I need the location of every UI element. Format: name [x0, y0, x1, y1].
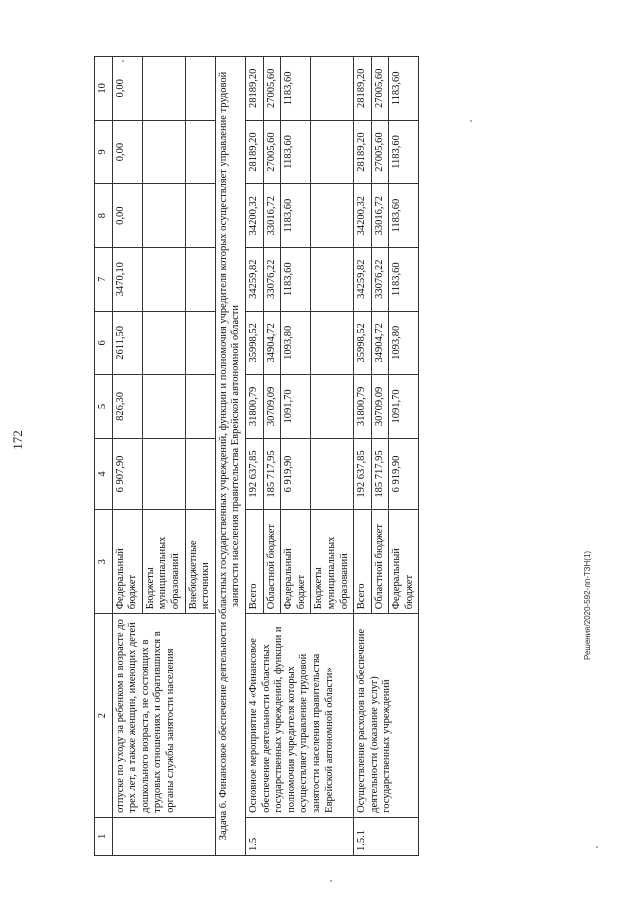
value-cell: 33076,22 [263, 247, 281, 311]
value-cell: 31800,79 [245, 375, 263, 439]
activity-name-cell: Осуществление расходов на обеспечение деятельности (оказание услуг) государственных учреждений [354, 614, 419, 818]
source-cell: Всего [245, 510, 263, 614]
value-cell: 27005,60 [263, 57, 281, 121]
value-cell: 1093,80 [389, 311, 419, 375]
value-cell: 1091,70 [389, 375, 419, 439]
value-cell: 34259,82 [354, 247, 372, 311]
value-cell: 6 919,90 [281, 438, 311, 510]
value-cell: 35998,52 [245, 311, 263, 375]
source-cell: Бюджеты муниципальных образований [311, 510, 354, 614]
activity-name-cell: Основное мероприятие 4 «Финансовое обеспечение деятельности областных государственных учреждений, функции и полномочия учредителя которых осуществляет управление трудовой занятости населения правительства Еврейской автономной области» [245, 614, 353, 818]
header-cell: 10 [95, 57, 113, 121]
task-6-heading: Задача 6. Финансовое обеспечение деятельности областных государственных учреждений, функции и полномочия учредителя которых осуществляет управление трудовой занятости населения правительства Еврейской автономной области [215, 57, 245, 856]
value-cell: 34259,82 [245, 247, 263, 311]
task-row [215, 57, 245, 856]
value-cell: 1091,70 [281, 375, 311, 439]
source-cell: Областной бюджет [371, 510, 389, 614]
value-cell: 27005,60 [371, 57, 389, 121]
scan-speck [122, 60, 124, 62]
value-cell: 185 717,95 [263, 438, 281, 510]
value-cell: 34200,32 [354, 184, 372, 248]
scan-speck [596, 846, 598, 848]
value-cell: 33016,72 [263, 184, 281, 248]
value-cell: 1183,60 [389, 57, 419, 121]
value-cell: 30709,09 [371, 375, 389, 439]
table-row [112, 57, 142, 856]
value-cell: 185 717,95 [371, 438, 389, 510]
value-cell: 6 907,90 [112, 438, 142, 510]
value-cell: 34904,72 [263, 311, 281, 375]
source-cell: Внебюджетные источники [185, 510, 215, 614]
source-cell: Всего [354, 510, 372, 614]
source-cell: Областной бюджет [263, 510, 281, 614]
value-cell: 192 637,85 [245, 438, 263, 510]
header-cell: 1 [95, 817, 113, 855]
value-cell: 27005,60 [371, 120, 389, 184]
header-cell: 9 [95, 120, 113, 184]
scan-speck [470, 120, 472, 122]
page-number: 172 [9, 430, 25, 450]
value-cell: 1093,80 [281, 311, 311, 375]
value-cell: 28189,20 [354, 57, 372, 121]
value-cell: 3470,10 [112, 247, 142, 311]
value-cell: 192 637,85 [354, 438, 372, 510]
header-cell: 6 [95, 311, 113, 375]
value-cell: 33016,72 [371, 184, 389, 248]
value-cell: 31800,79 [354, 375, 372, 439]
header-row [95, 57, 113, 856]
header-cell: 7 [95, 247, 113, 311]
header-cell: 4 [95, 438, 113, 510]
value-cell: 6 919,90 [389, 438, 419, 510]
source-cell: Бюджеты муниципальных образований [142, 510, 185, 614]
value-cell: 0,00 [112, 57, 142, 121]
row-number-cell: 1.5.1 [354, 817, 419, 855]
value-cell: 1183,60 [389, 184, 419, 248]
value-cell: 35998,52 [354, 311, 372, 375]
value-cell: 1183,60 [389, 120, 419, 184]
value-cell: 28189,20 [354, 120, 372, 184]
value-cell: 34200,32 [245, 184, 263, 248]
header-cell: 2 [95, 614, 113, 818]
header-cell: 5 [95, 375, 113, 439]
source-cell: Федеральный бюджет [389, 510, 419, 614]
value-cell: 1183,60 [281, 120, 311, 184]
value-cell: 826,30 [112, 375, 142, 439]
value-cell: 27005,60 [263, 120, 281, 184]
row-number-cell [112, 817, 215, 855]
header-cell: 3 [95, 510, 113, 614]
footer-code: Решения/2020-592-лп-ТЗН(1) [583, 550, 592, 660]
value-cell: 2611,50 [112, 311, 142, 375]
row-number-cell: 1.5 [245, 817, 353, 855]
value-cell: 28189,20 [245, 120, 263, 184]
value-cell: 1183,60 [281, 184, 311, 248]
value-cell: 1183,60 [281, 247, 311, 311]
activity-name-cell: отпуске по уходу за ребенком в возрасте до трех лет, а также женщин, имеющих детей дошкольного возраста, не состоящих в трудовых отношениях и обратившихся в органы службы занятости населения [112, 614, 215, 818]
value-cell: 0,00 [112, 184, 142, 248]
scan-speck [330, 880, 332, 882]
value-cell: 33076,22 [371, 247, 389, 311]
source-cell: Федеральный бюджет [281, 510, 311, 614]
source-cell: Федеральный бюджет [112, 510, 142, 614]
value-cell: 34904,72 [371, 311, 389, 375]
table-body [95, 57, 419, 856]
rotated-table-sheet [94, 56, 544, 856]
header-cell: 8 [95, 184, 113, 248]
value-cell: 1183,60 [281, 57, 311, 121]
table-row [354, 57, 372, 856]
budget-table [94, 56, 419, 856]
value-cell: 30709,09 [263, 375, 281, 439]
table-row [245, 57, 263, 856]
value-cell: 28189,20 [245, 57, 263, 121]
value-cell: 1183,60 [389, 247, 419, 311]
value-cell: 0,00 [112, 120, 142, 184]
